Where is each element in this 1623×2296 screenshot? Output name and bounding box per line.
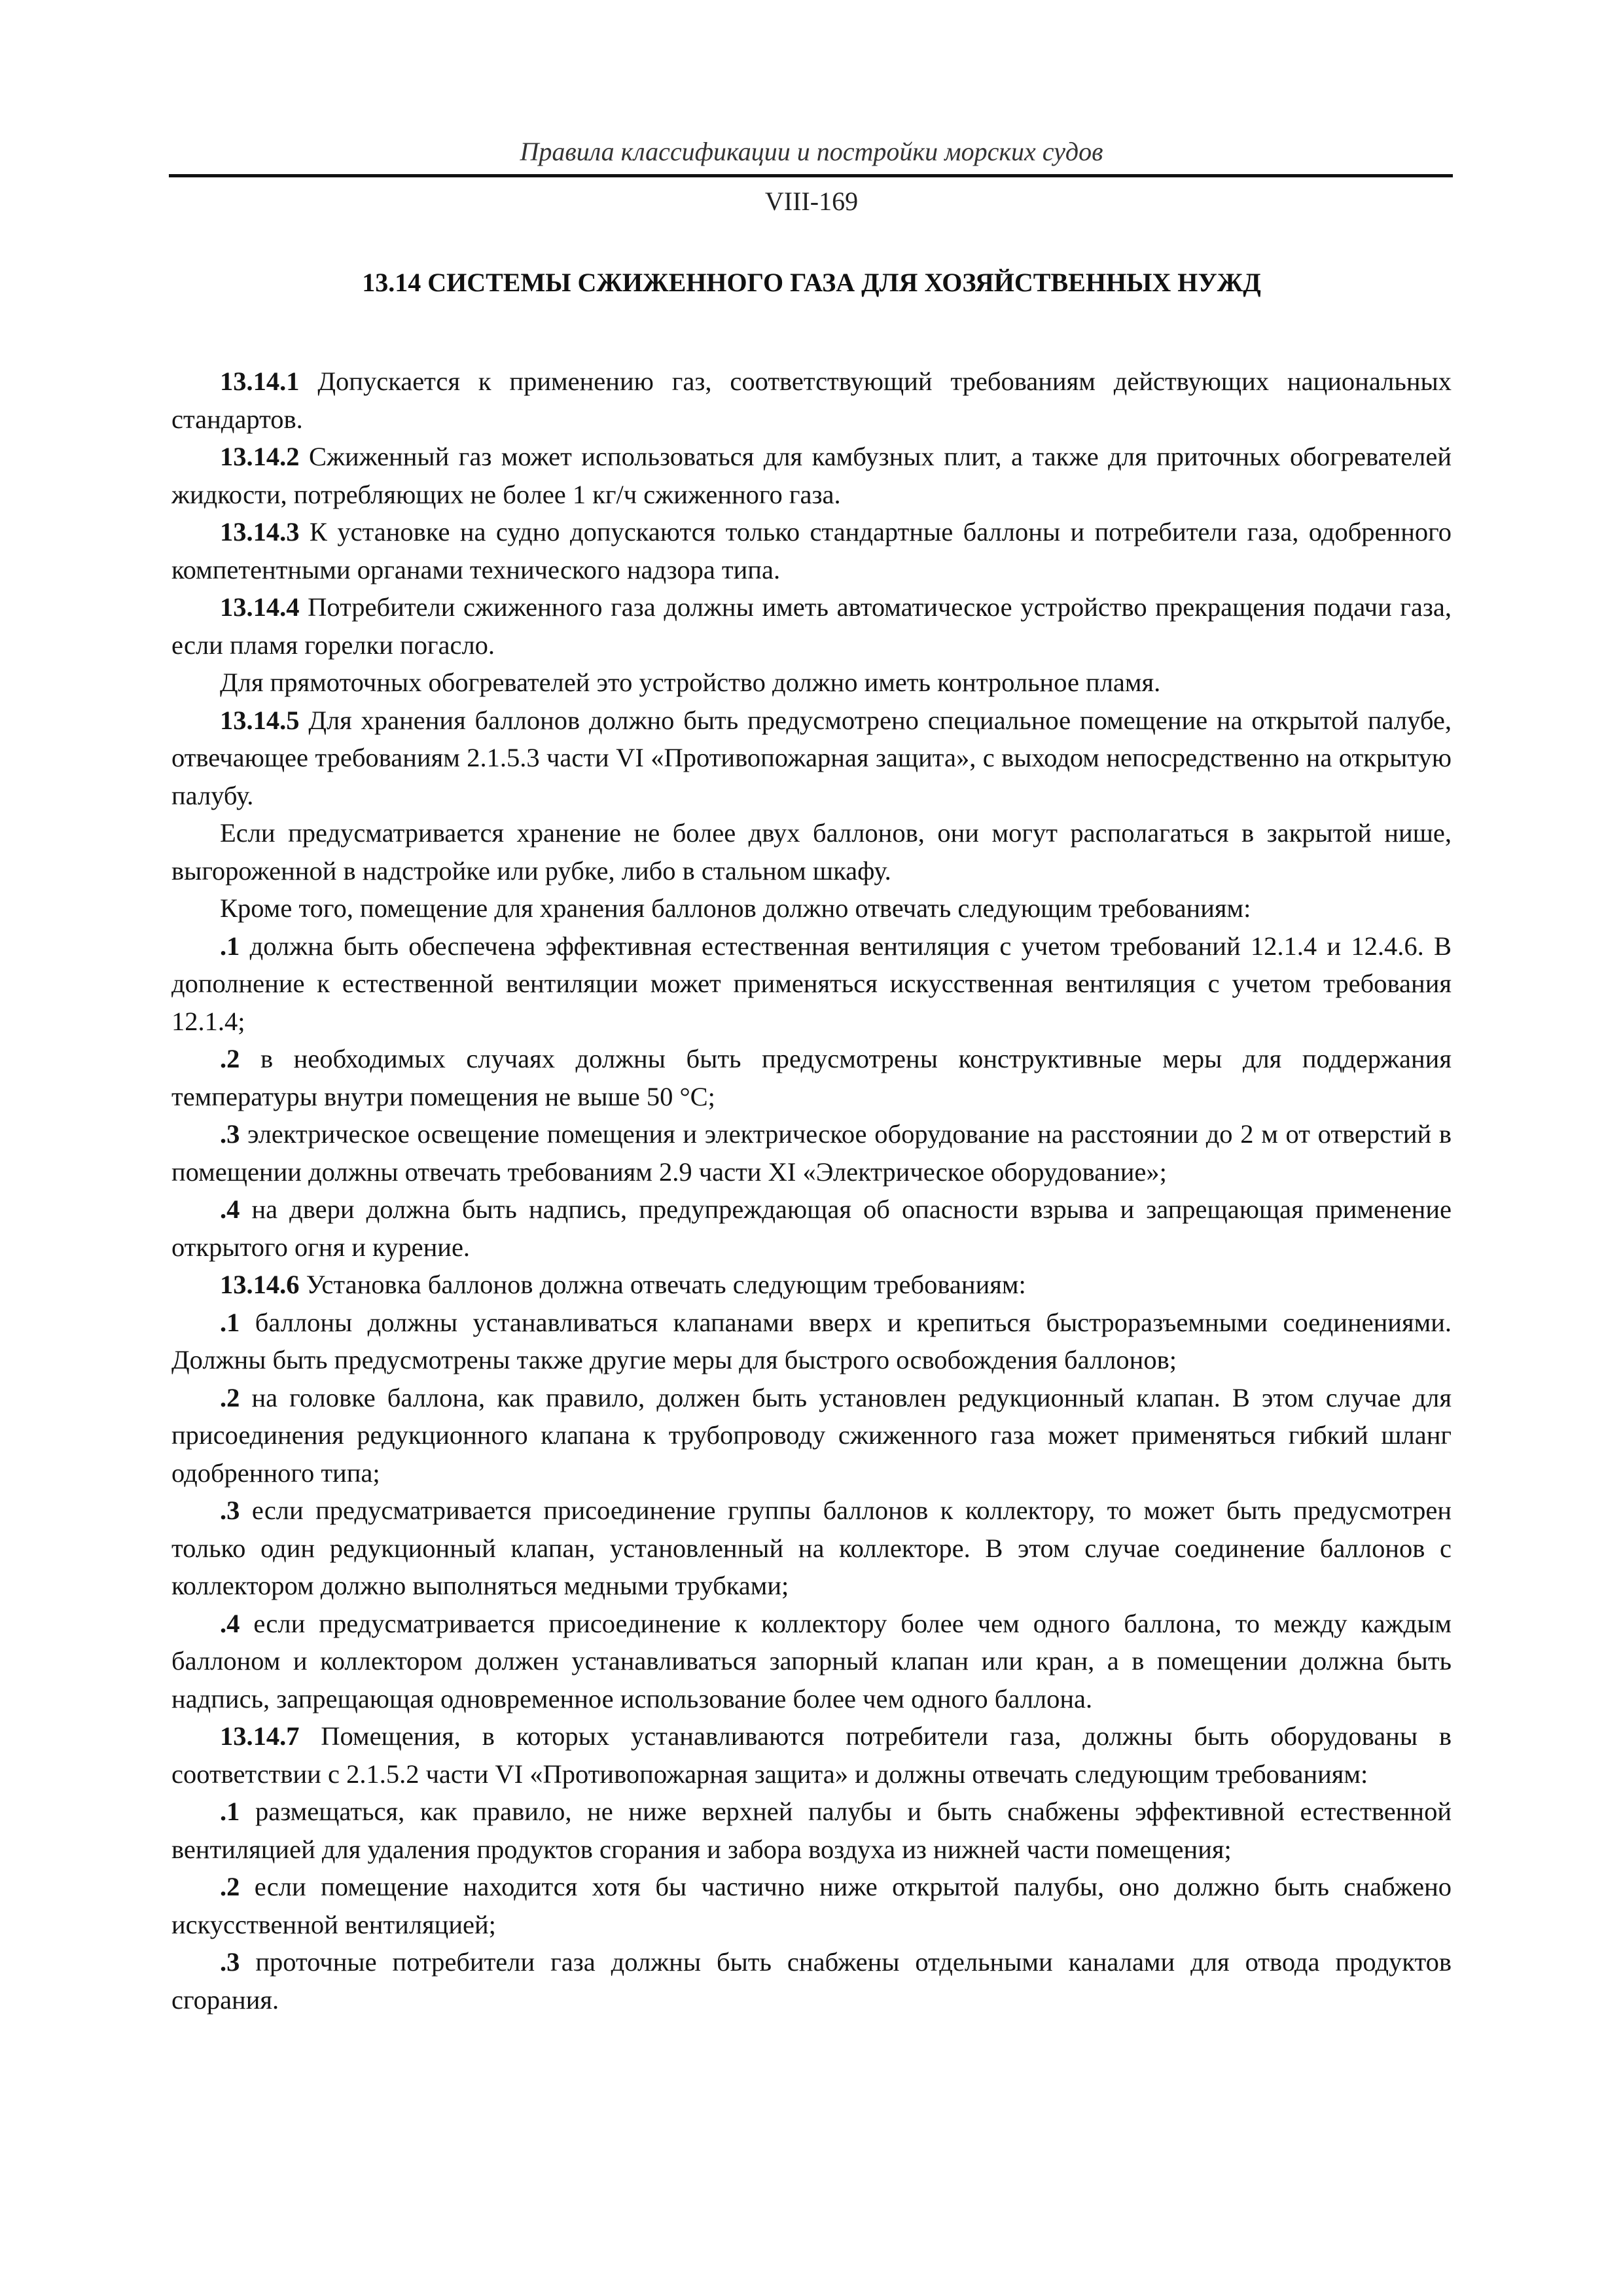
paragraph bbox=[171, 1040, 1452, 1115]
paragraph-text: Кроме того, помещение для хранения баллонов должно отвечать следующим требованиям: bbox=[220, 893, 1251, 923]
paragraph-number: .2 bbox=[220, 1872, 240, 1901]
body-text bbox=[171, 363, 1452, 2018]
paragraph-number: .3 bbox=[220, 1496, 240, 1525]
paragraph-number: 13.14.6 bbox=[220, 1270, 300, 1299]
paragraph bbox=[171, 1605, 1452, 1718]
paragraph-text: если предусматривается присоединение группы баллонов к коллектору, то может быть предусмотрен только один редукционный клапан, установленный на коллекторе. В этом случае соединение баллонов с коллектором должно выполняться медными трубками; bbox=[171, 1496, 1452, 1600]
paragraph-text: Потребители сжиженного газа должны иметь автоматическое устройство прекращения подачи газа, если пламя горелки погасло. bbox=[171, 592, 1452, 660]
paragraph-text: Для хранения баллонов должно быть предусмотрено специальное помещение на открытой палубе, отвечающее требованиям 2.1.5.3 части VI «Противопожарная защита», с выходом непосредственно на открытую палубу. bbox=[171, 705, 1452, 810]
paragraph-text: Если предусматривается хранение не более двух баллонов, они могут располагаться в закрытой нише, выгороженной в надстройке или рубке, либо в стальном шкафу. bbox=[171, 818, 1452, 886]
paragraph-number: 13.14.3 bbox=[220, 517, 300, 547]
paragraph-text: К установке на судно допускаются только стандартные баллоны и потребители газа, одобренного компетентными органами технического надзора типа. bbox=[171, 517, 1452, 584]
paragraph bbox=[171, 1943, 1452, 2018]
paragraph-text: Установка баллонов должна отвечать следующим требованиям: bbox=[299, 1270, 1026, 1299]
running-title: Правила классификации и постройки морских судов bbox=[520, 137, 1103, 166]
paragraph-text: должна быть обеспечена эффективная естественная вентиляция с учетом требований 12.1.4 и 12.4.6. В дополнение к естественной вентиляции может применяться искусственная вентиляция с учетом требования 12.1.4; bbox=[171, 931, 1452, 1036]
paragraph-text: проточные потребители газа должны быть снабжены отдельными каналами для отвода продуктов сгорания. bbox=[171, 1947, 1452, 2015]
paragraph bbox=[171, 814, 1452, 889]
paragraph bbox=[171, 702, 1452, 815]
paragraph bbox=[171, 363, 1452, 438]
paragraph-number: .3 bbox=[220, 1947, 240, 1977]
paragraph-text: Помещения, в которых устанавливаются потребители газа, должны быть оборудованы в соответствии с 2.1.5.2 части VI «Противопожарная защита» и должны отвечать следующим требованиям: bbox=[171, 1721, 1452, 1789]
paragraph-number: .1 bbox=[220, 931, 240, 961]
paragraph bbox=[171, 1304, 1452, 1379]
paragraph bbox=[171, 1266, 1452, 1304]
paragraph-number: .2 bbox=[220, 1382, 240, 1412]
paragraph bbox=[171, 664, 1452, 702]
paragraph bbox=[171, 927, 1452, 1041]
paragraph-text: на головке баллона, как правило, должен быть установлен редукционный клапан. В этом случае для присоединения редукционного клапана к трубопроводу сжиженного газа может применяться гибкий шланг одобренного типа; bbox=[171, 1382, 1452, 1488]
section-title: 13.14 СИСТЕМЫ СЖИЖЕННОГО ГАЗА ДЛЯ ХОЗЯЙСТВЕННЫХ НУЖД bbox=[362, 268, 1261, 297]
paragraph bbox=[171, 1868, 1452, 1943]
paragraph-text: если помещение находится хотя бы частично ниже открытой палубы, оно должно быть снабжено искусственной вентиляцией; bbox=[171, 1872, 1452, 1939]
paragraph-number: .4 bbox=[220, 1194, 240, 1224]
paragraph bbox=[171, 1717, 1452, 1793]
paragraph bbox=[171, 1492, 1452, 1605]
paragraph bbox=[171, 1793, 1452, 1868]
paragraph bbox=[171, 1115, 1452, 1191]
paragraph-text: на двери должна быть надпись, предупреждающая об опасности взрыва и запрещающая применение открытого огня и курение. bbox=[171, 1194, 1452, 1262]
paragraph-text: Сжиженный газ может использоваться для камбузных плит, а также для приточных обогревателей жидкости, потребляющих не более 1 кг/ч сжиженного газа. bbox=[171, 442, 1452, 509]
paragraph-number: .3 bbox=[220, 1119, 240, 1149]
paragraph-text: размещаться, как правило, не ниже верхней палубы и быть снабжены эффективной естественной вентиляцией для удаления продуктов сгорания и забора воздуха из нижней части помещения; bbox=[171, 1797, 1452, 1864]
paragraph-text: электрическое освещение помещения и электрическое оборудование на расстоянии до 2 м от отверстий в помещении должны отвечать требованиям 2.9 части XI «Электрическое оборудование»; bbox=[171, 1119, 1452, 1187]
paragraph-number: 13.14.4 bbox=[220, 592, 300, 622]
paragraph-text: Для прямоточных обогревателей это устройство должно иметь контрольное пламя. bbox=[220, 668, 1161, 697]
page-number: VIII-169 bbox=[764, 187, 859, 216]
paragraph-text: если предусматривается присоединение к коллектору более чем одного баллона, то между каждым баллоном и коллектором должен устанавливаться запорный клапан или кран, а в помещении должна быть надпись, запрещающая одновременное использование более чем одного баллона. bbox=[171, 1608, 1452, 1713]
paragraph-number: .4 bbox=[220, 1608, 240, 1638]
paragraph-number: .1 bbox=[220, 1797, 240, 1826]
paragraph bbox=[171, 438, 1452, 513]
paragraph-number: .1 bbox=[220, 1307, 240, 1337]
paragraph bbox=[171, 513, 1452, 588]
header-rule bbox=[169, 174, 1453, 177]
paragraph-text: баллоны должны устанавливаться клапанами вверх и крепиться быстроразъемными соединениями. Должны быть предусмотрены также другие меры для быстрого освобождения баллонов; bbox=[171, 1307, 1452, 1374]
paragraph-number: 13.14.2 bbox=[220, 442, 300, 471]
paragraph-number: 13.14.7 bbox=[220, 1721, 300, 1751]
paragraph-number: .2 bbox=[220, 1044, 240, 1073]
paragraph-text: в необходимых случаях должны быть предусмотрены конструктивные меры для поддержания температуры внутри помещения не выше 50 °С; bbox=[171, 1044, 1452, 1111]
paragraph-number: 13.14.1 bbox=[220, 367, 300, 396]
paragraph-number: 13.14.5 bbox=[220, 705, 300, 735]
paragraph bbox=[171, 588, 1452, 664]
paragraph bbox=[171, 1379, 1452, 1492]
paragraph bbox=[171, 1191, 1452, 1266]
paragraph bbox=[171, 889, 1452, 927]
paragraph-text: Допускается к применению газ, соответствующий требованиям действующих национальных стандартов. bbox=[171, 367, 1452, 434]
